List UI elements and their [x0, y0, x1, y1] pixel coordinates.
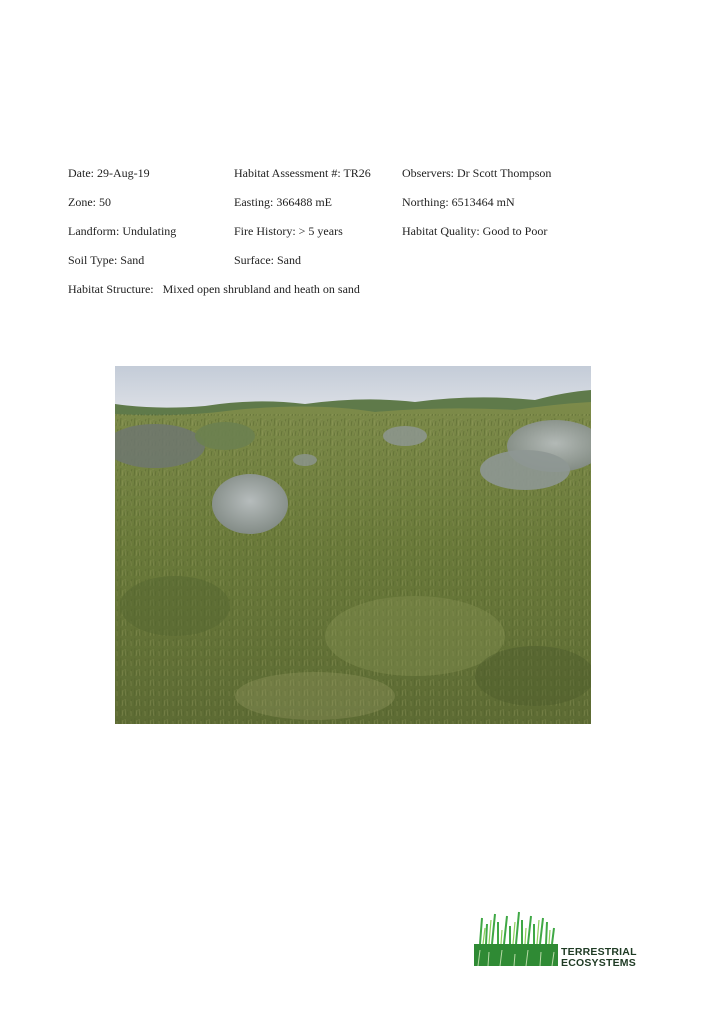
field-habitat-structure: Habitat Structure: Mixed open shrubland and heath on sand [68, 282, 360, 296]
terrestrial-ecosystems-logo [474, 910, 650, 970]
field-zone: Zone: 50 [68, 195, 111, 209]
site-photo [115, 366, 591, 724]
field-observers: Observers: Dr Scott Thompson [402, 166, 552, 180]
logo-line-2: ECOSYSTEMS [561, 957, 636, 969]
field-surface: Surface: Sand [234, 253, 301, 267]
field-soil-type: Soil Type: Sand [68, 253, 145, 267]
field-date: Date: 29-Aug-19 [68, 166, 150, 180]
field-habitat-quality: Habitat Quality: Good to Poor [402, 224, 548, 238]
field-northing: Northing: 6513464 mN [402, 195, 515, 209]
field-assessment-number: Habitat Assessment #: TR26 [234, 166, 371, 180]
logo-line-1: TERRESTRIAL [561, 946, 637, 958]
field-fire-history: Fire History: > 5 years [234, 224, 343, 238]
grass-logo-icon [474, 912, 558, 966]
field-easting: Easting: 366488 mE [234, 195, 332, 209]
field-landform: Landform: Undulating [68, 224, 177, 238]
